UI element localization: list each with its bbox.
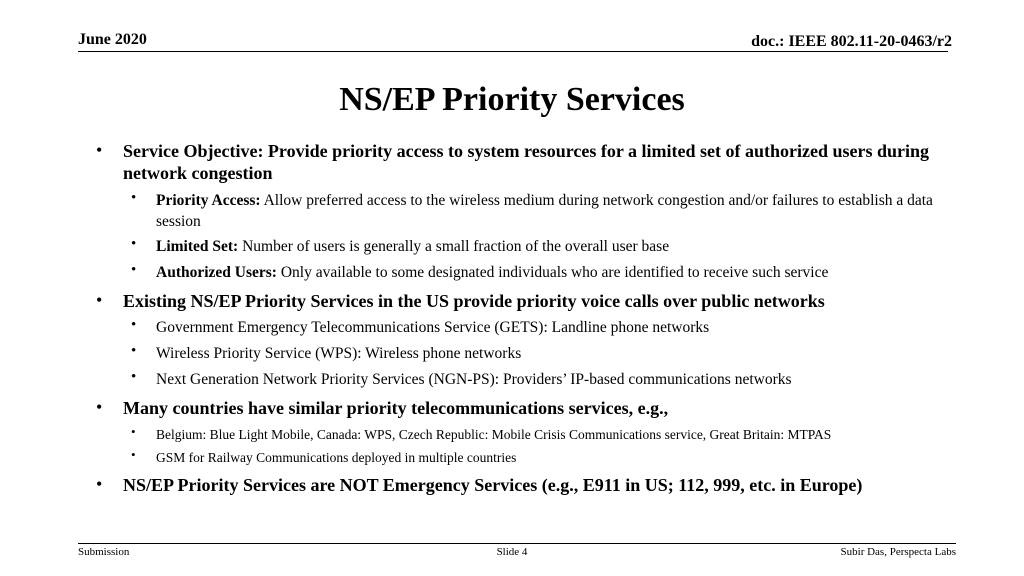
bullet-marker: •	[96, 290, 103, 310]
bullet-text: Existing NS/EP Priority Services in the US provide priority voice calls over public networks	[123, 291, 825, 311]
sub-bullet-marker: •	[131, 190, 137, 206]
sub-bullet-marker: •	[131, 317, 137, 333]
sub-bullet-body: Number of users is generally a small fraction of the overall user base	[238, 238, 670, 255]
bullet-text: NS/EP Priority Services are NOT Emergency Services (e.g., E911 in US; 112, 999, etc. in Europe)	[123, 475, 863, 495]
sub-bullet-text: GSM for Railway Communications deployed in multiple countries	[156, 450, 517, 465]
sub-bullet-text: Next Generation Network Priority Services (NGN-PS): Providers’ IP-based communications networks	[156, 371, 792, 388]
sub-bullet-lead: Priority Access:	[156, 192, 261, 209]
sub-bullet-text	[156, 262, 936, 283]
sub-bullet-marker: •	[131, 236, 137, 252]
sub-bullet-body: Only available to some designated individuals who are identified to receive such service	[276, 264, 829, 281]
sub-bullet-lead: Authorized Users:	[156, 264, 277, 281]
sub-bullet-marker: •	[131, 369, 137, 385]
sub-bullet-text	[156, 236, 936, 257]
slide-title: NS/EP Priority Services	[339, 81, 685, 118]
bullet-marker: •	[96, 397, 103, 417]
sub-bullet-marker: •	[131, 343, 137, 359]
footer-divider	[78, 543, 956, 544]
footer-submission: Submission	[78, 546, 130, 558]
sub-bullet-body: Allow preferred access to the wireless medium during network congestion and/or failures to establish a data session	[156, 192, 933, 230]
sub-bullet-text: Wireless Priority Service (WPS): Wireless phone networks	[156, 345, 522, 362]
sub-bullet-text: Government Emergency Telecommunications Service (GETS): Landline phone networks	[156, 319, 710, 336]
bullet-text: Many countries have similar priority telecommunications services, e.g.,	[123, 398, 669, 418]
header-date: June 2020	[78, 31, 147, 48]
header-doc-id: doc.: IEEE 802.11-20-0463/r2	[751, 33, 952, 50]
sub-bullet-marker: •	[131, 262, 137, 278]
footer-author: Subir Das, Perspecta Labs	[840, 546, 956, 558]
footer-slide-number: Slide 4	[496, 546, 528, 558]
sub-bullet-lead: Limited Set:	[156, 238, 239, 255]
bullet-text: Service Objective: Provide priority access to system resources for a limited set of authorized users during network congestion	[123, 141, 930, 183]
sub-bullet-marker: •	[131, 447, 136, 462]
sub-bullet-text	[156, 190, 936, 232]
bullet-marker: •	[96, 474, 103, 494]
sub-bullet-marker: •	[131, 424, 136, 439]
sub-bullet-text: Belgium: Blue Light Mobile, Canada: WPS, Czech Republic: Mobile Crisis Communications service, Great Britain: MTPAS	[156, 427, 832, 442]
bullet-marker: •	[96, 140, 103, 160]
